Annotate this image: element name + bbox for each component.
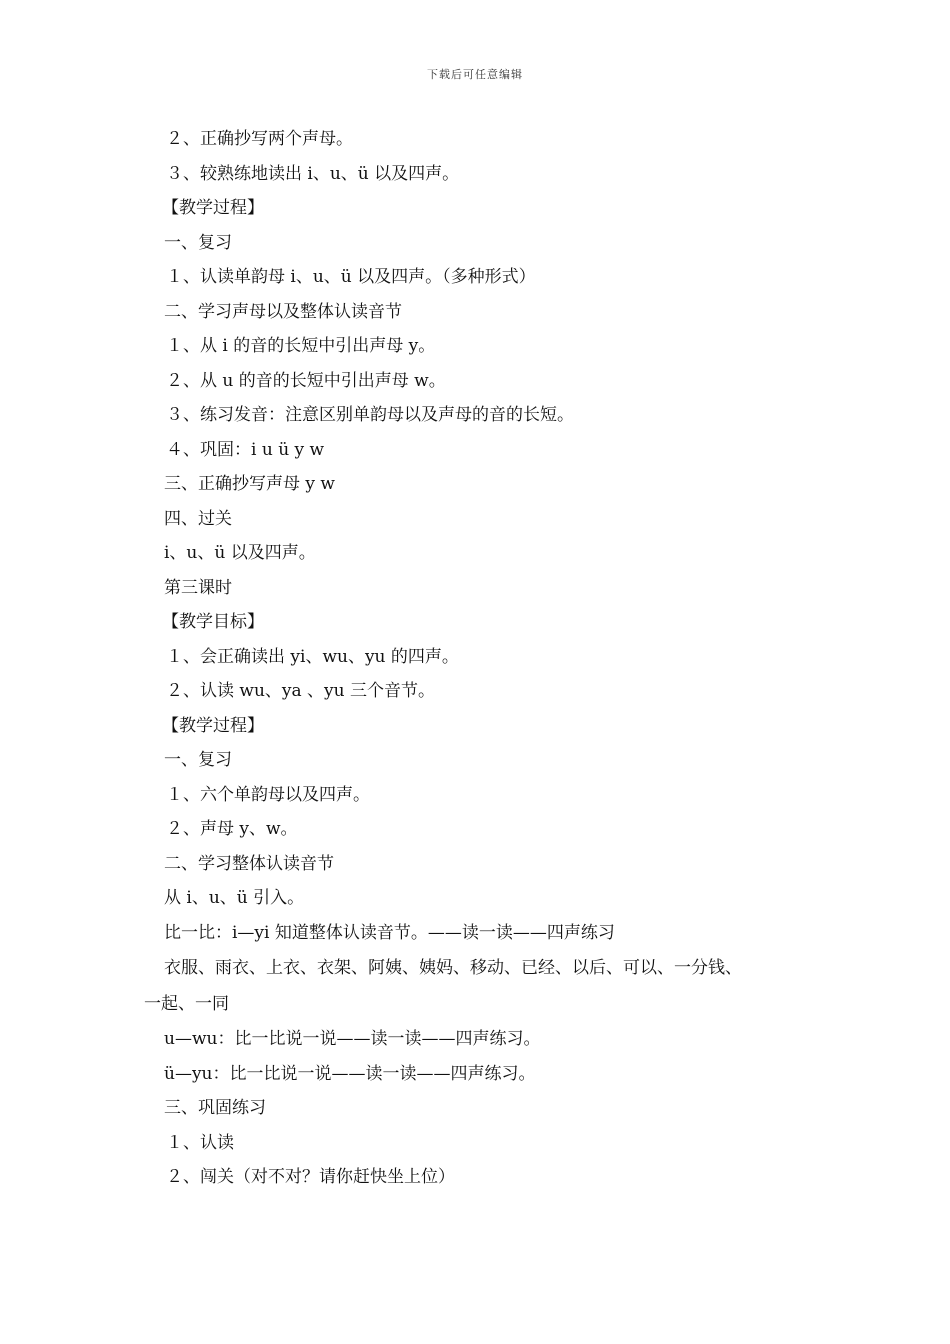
- text-line: 从 i、u、ü 引入。: [164, 888, 305, 908]
- text-line: ４、巩固：i u ü y w: [166, 439, 325, 460]
- text-line: 二、学习声母以及整体认读音节: [164, 301, 402, 322]
- text-line: １、认读单韵母 i、u、ü 以及四声。（多种形式）: [166, 267, 536, 287]
- text-line: ２、正确抄写两个声母。: [166, 129, 353, 149]
- text-line: 比一比：i—yi 知道整体认读音节。——读一读——四声练习: [164, 922, 615, 943]
- page-header: 下载后可任意编辑: [427, 68, 523, 81]
- section-heading: 【教学目标】: [162, 612, 264, 632]
- text-line: 一起、一同: [144, 994, 229, 1014]
- text-line: ３、练习发音：注意区别单韵母以及声母的音的长短。: [166, 405, 574, 425]
- text-line: １、会正确读出 yi、wu、yu 的四声。: [166, 646, 459, 667]
- text-line: ２、认读 wu、ya 、yu 三个音节。: [166, 681, 436, 701]
- text-line: ü—yu：比一比说一说——读一读——四声练习。: [164, 1063, 536, 1084]
- text-line: 四、过关: [164, 508, 232, 529]
- text-line: ２、声母 y、w。: [166, 819, 298, 839]
- section-heading: 【教学过程】: [162, 198, 264, 218]
- text-line: 一、复习: [164, 750, 232, 770]
- text-line: 三、正确抄写声母 y w: [164, 474, 335, 494]
- text-line: １、从 i 的音的长短中引出声母 y。: [166, 336, 436, 356]
- text-line: 二、学习整体认读音节: [164, 853, 334, 874]
- text-line: u—wu：比一比说一说——读一读——四声练习。: [164, 1029, 541, 1049]
- text-line: ３、较熟练地读出 i、u、ü 以及四声。: [166, 163, 460, 184]
- lesson-title: 第三课时: [164, 577, 232, 598]
- document-body: [0, 122, 950, 1195]
- text-line: ２、闯关（对不对？请你赶快坐上位）: [166, 1167, 455, 1187]
- text-line: 衣服、雨衣、上衣、衣架、阿姨、姨妈、移动、已经、以后、可以、一分钱、: [164, 958, 742, 978]
- text-line: i、u、ü 以及四声。: [164, 543, 316, 563]
- text-line: ２、从 u 的音的长短中引出声母 w。: [166, 370, 446, 391]
- text-line: 三、巩固练习: [164, 1098, 266, 1118]
- text-line: １、六个单韵母以及四声。: [166, 784, 370, 805]
- text-line: １、认读: [166, 1132, 234, 1153]
- text-line: 一、复习: [164, 232, 232, 253]
- section-heading: 【教学过程】: [162, 715, 264, 736]
